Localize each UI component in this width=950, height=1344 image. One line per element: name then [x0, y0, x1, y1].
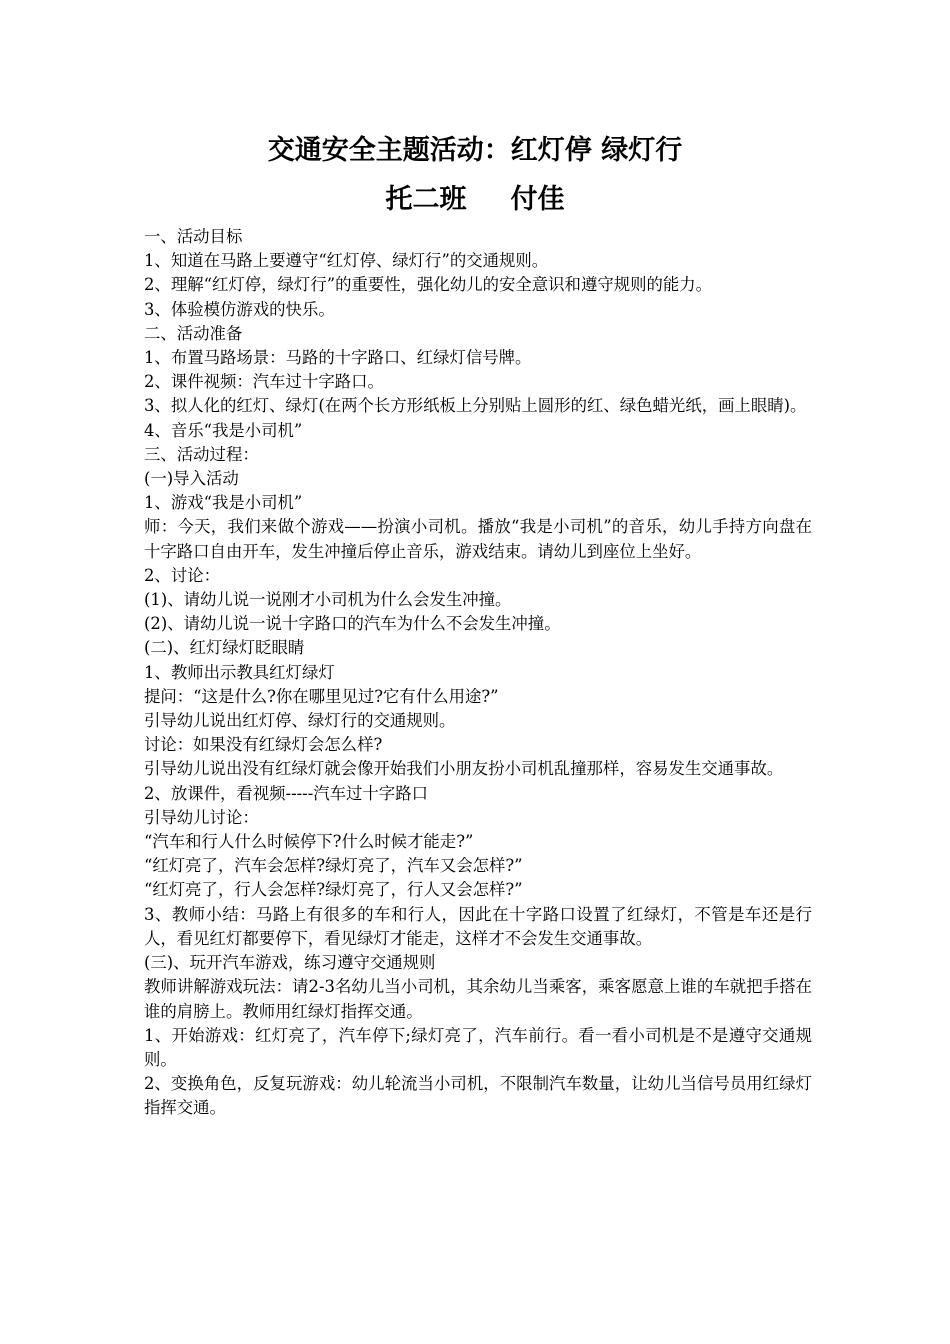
paragraph: 4、音乐“我是小司机”	[144, 420, 303, 440]
paragraph: 引导幼儿讨论：	[144, 807, 259, 827]
paragraph: 1、教师出示教具红灯绿灯	[144, 662, 335, 682]
paragraph: 师：今天，我们来做个游戏——扮演小司机。播放“我是小司机”的音乐，幼儿手持方向盘在十字路口自由开车，发生冲撞后停止音乐，游戏结束。请幼儿到座位上坐好。	[144, 517, 812, 561]
class-name: 托二班	[385, 184, 467, 215]
paragraph: 1、知道在马路上要遵守“红灯停、绿灯行”的交通规则。	[144, 251, 549, 271]
paragraph: “红灯亮了，汽车会怎样?绿灯亮了，汽车又会怎样?”	[144, 856, 523, 876]
paragraph: 提问：“这是什么?你在哪里见过?它有什么用途?”	[144, 686, 499, 706]
document-subtitle	[0, 183, 950, 217]
paragraph: 2、变换角色，反复玩游戏：幼儿轮流当小司机，不限制汽车数量，让幼儿当信号员用红绿灯指挥交通。	[144, 1074, 812, 1118]
paragraph: (一)导入活动	[144, 469, 239, 489]
paragraph: 三、活动过程：	[144, 444, 259, 464]
paragraph: (三)、玩开汽车游戏，练习遵守交通规则	[144, 953, 436, 973]
paragraph: 引导幼儿说出红灯停、绿灯行的交通规则。	[144, 711, 456, 731]
paragraph: 1、开始游戏：红灯亮了，汽车停下;绿灯亮了，汽车前行。看一看小司机是不是遵守交通规则。	[144, 1025, 812, 1069]
paragraph: 3、教师小结：马路上有很多的车和行人，因此在十字路口设置了红绿灯，不管是车还是行人，看见红灯都要停下，看见绿灯才能走，这样才不会发生交通事故。	[144, 904, 812, 948]
paragraph: 引导幼儿说出没有红绿灯就会像开始我们小朋友扮小司机乱撞那样，容易发生交通事故。	[144, 759, 784, 779]
paragraph: 2、放课件，看视频-----汽车过十字路口	[144, 783, 428, 803]
paragraph: “红灯亮了，行人会怎样?绿灯亮了，行人又会怎样?”	[144, 880, 523, 900]
paragraph: 教师讲解游戏玩法：请2-3名幼儿当小司机，其余幼儿当乘客，乘客愿意上谁的车就把手搭在谁的肩膀上。教师用红绿灯指挥交通。	[144, 977, 812, 1021]
paragraph: 2、理解“红灯停，绿灯行”的重要性，强化幼儿的安全意识和遵守规则的能力。	[144, 275, 713, 295]
teacher-name: 付佳	[510, 184, 565, 215]
paragraph: “汽车和行人什么时候停下?什么时候才能走?”	[144, 832, 474, 852]
paragraph: (1)、请幼儿说一说刚才小司机为什么会发生冲撞。	[144, 590, 512, 610]
paragraph: 2、讨论：	[144, 565, 220, 585]
paragraph: 一、活动目标	[144, 227, 243, 246]
paragraph: (2)、请幼儿说一说十字路口的汽车为什么不会发生冲撞。	[144, 614, 561, 634]
paragraph: 3、拟人化的红灯、绿灯(在两个长方形纸板上分别贴上圆形的红、绿色蜡光纸，画上眼睛)。	[144, 396, 807, 416]
paragraph: 3、体验模仿游戏的快乐。	[144, 299, 335, 319]
paragraph: 2、课件视频：汽车过十字路口。	[144, 372, 384, 392]
paragraph: 二、活动准备	[144, 323, 243, 343]
document-title: 交通安全主题活动：红灯停 绿灯行	[267, 135, 683, 166]
paragraph: 1、布置马路场景：马路的十字路口、红绿灯信号牌。	[144, 348, 532, 368]
paragraph: 讨论：如果没有红绿灯会怎么样?	[144, 735, 383, 755]
paragraph: (二)、红灯绿灯眨眼睛	[144, 638, 305, 658]
document-body	[144, 225, 812, 1121]
paragraph: 1、游戏“我是小司机”	[144, 493, 303, 513]
